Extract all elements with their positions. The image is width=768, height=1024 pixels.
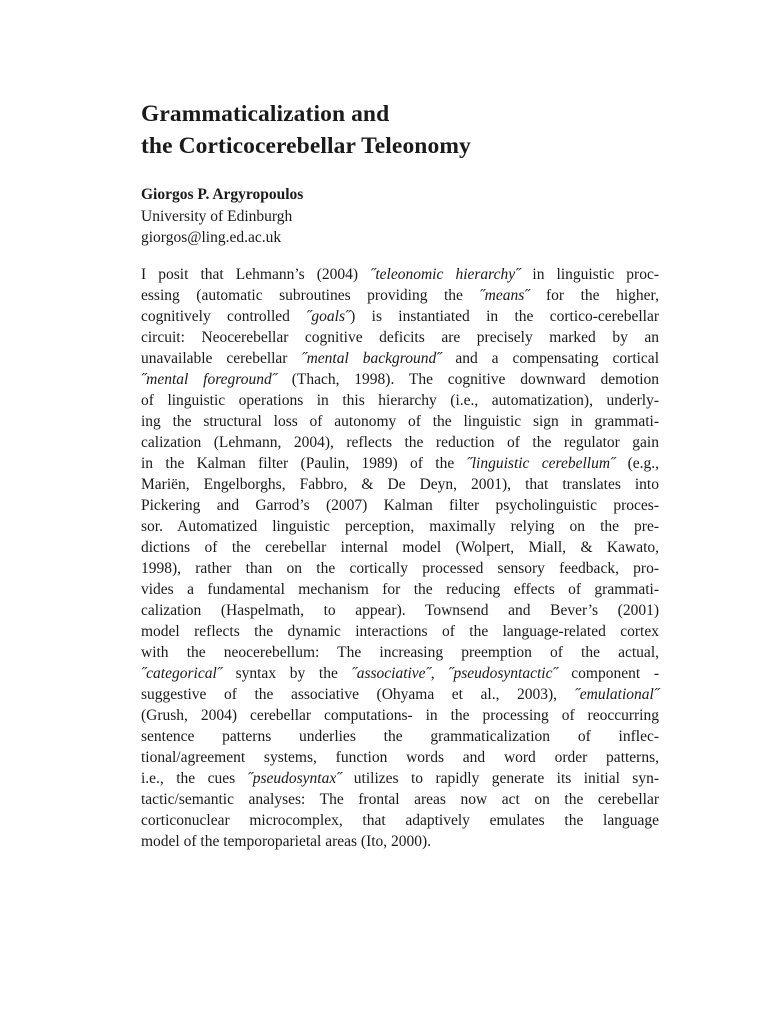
abstract-text: utilizes to rapidly generate its initial syn- xyxy=(341,770,659,787)
abstract-line xyxy=(141,495,659,516)
abstract-text: Pickering and Garrod’s (2007) Kalman filter psycholinguistic proces- xyxy=(141,497,659,514)
abstract-line xyxy=(141,264,659,285)
abstract-text: I posit that Lehmann’s (2004) xyxy=(141,266,371,283)
abstract-text: 1998), rather than on the cortically processed sensory feedback, pro- xyxy=(141,560,659,577)
abstract-text: and a compensating cortical xyxy=(441,350,659,367)
abstract-line xyxy=(141,768,659,789)
paper-title-line-2: the Corticocerebellar Teleonomy xyxy=(141,133,471,159)
abstract-line xyxy=(141,747,659,768)
abstract-text: i.e., the cues xyxy=(141,770,248,787)
paper-title-line-1: Grammaticalization and xyxy=(141,101,390,127)
abstract-line xyxy=(141,369,659,390)
abstract-text: (Thach, 1998). The cognitive downward demotion xyxy=(276,371,660,388)
author-block xyxy=(141,184,661,249)
abstract-line xyxy=(141,810,659,831)
abstract-text: with the neocerebellum: The increasing preemption of the actual, xyxy=(141,644,659,661)
abstract-line xyxy=(141,390,659,411)
abstract-line xyxy=(141,831,659,852)
abstract-line xyxy=(141,579,659,600)
abstract-line xyxy=(141,285,659,306)
abstract-text: (Grush, 2004) cerebellar computations- in the processing of reoccurring xyxy=(141,707,659,724)
abstract-text: sentence patterns underlies the grammaticalization of inflec- xyxy=(141,728,659,745)
abstract-line xyxy=(141,558,659,579)
abstract-line xyxy=(141,684,659,705)
italic-term: ˝linguistic cerebellum˝ xyxy=(466,455,616,472)
abstract-line xyxy=(141,663,659,684)
abstract-text: ing the structural loss of autonomy of the linguistic sign in grammati- xyxy=(141,413,659,430)
abstract-text: syntax by the xyxy=(221,665,352,682)
abstract-text: tional/agreement systems, function words and word order patterns, xyxy=(141,749,659,766)
abstract-text: model of the temporoparietal areas (Ito, 2000). xyxy=(141,833,432,850)
abstract-text: in the Kalman filter (Paulin, 1989) of the xyxy=(141,455,467,472)
abstract-text: unavailable cerebellar xyxy=(141,350,302,367)
italic-term: ˝mental foreground˝ xyxy=(141,371,277,388)
italic-term: ˝categorical˝ xyxy=(141,665,222,682)
abstract-line xyxy=(141,621,659,642)
italic-term: ˝teleonomic hierarchy˝ xyxy=(370,266,521,283)
abstract-line xyxy=(141,642,659,663)
author-affiliation: University of Edinburgh xyxy=(141,207,293,225)
abstract-text: dictions of the cerebellar internal model (Wolpert, Miall, & Kawato, xyxy=(141,539,659,556)
author-email[interactable]: giorgos@ling.ed.ac.uk xyxy=(141,229,282,246)
abstract-line xyxy=(141,348,659,369)
abstract-text: tactic/semantic analyses: The frontal areas now act on the cerebellar xyxy=(141,791,659,808)
abstract-text: model reflects the dynamic interactions of the language-related cortex xyxy=(141,623,659,640)
abstract-text: essing (automatic subroutines providing the xyxy=(141,287,480,304)
abstract-line xyxy=(141,705,659,726)
abstract-text: component - xyxy=(557,665,660,682)
abstract-line xyxy=(141,726,659,747)
italic-term: ˝pseudosyntax˝ xyxy=(247,770,342,787)
abstract-text: suggestive of the associative (Ohyama et al., 2003), xyxy=(141,686,575,703)
abstract-line xyxy=(141,516,659,537)
abstract-text: vides a fundamental mechanism for the reducing effects of grammati- xyxy=(141,581,659,598)
abstract-text: calization (Haspelmath, to appear). Townsend and Bever’s (2001) xyxy=(141,602,659,619)
abstract-line xyxy=(141,432,659,453)
abstract-text: (e.g., xyxy=(615,455,659,472)
paper-title xyxy=(141,98,661,162)
abstract-line xyxy=(141,600,659,621)
italic-term: ˝means˝ xyxy=(479,287,530,304)
abstract-line xyxy=(141,306,659,327)
abstract-line xyxy=(141,327,659,348)
italic-term: ˝associative˝ xyxy=(351,665,431,682)
abstract-line xyxy=(141,474,659,495)
abstract-text: circuit: Neocerebellar cognitive deficits are precisely marked by an xyxy=(141,329,659,346)
abstract-text: calization (Lehmann, 2004), reflects the reduction of the regulator gain xyxy=(141,434,659,451)
italic-term: ˝pseudosyntactic˝ xyxy=(448,665,558,682)
abstract-text: sor. Automatized linguistic perception, maximally relying on the pre- xyxy=(141,518,659,535)
abstract-line xyxy=(141,537,659,558)
abstract-text: in linguistic proc- xyxy=(520,266,660,283)
italic-term: ˝mental background˝ xyxy=(301,350,442,367)
italic-term: ˝emulational˝ xyxy=(574,686,659,703)
author-name: Giorgos P. Argyropoulos xyxy=(141,186,304,203)
abstract-line xyxy=(141,789,659,810)
abstract-text: of linguistic operations in this hierarchy (i.e., automatization), underly- xyxy=(141,392,659,409)
abstract-text: cognitively controlled xyxy=(141,308,307,325)
abstract-line xyxy=(141,411,659,432)
abstract-text: Mariën, Engelborghs, Fabbro, & De Deyn, 2001), that translates into xyxy=(141,476,659,493)
abstract-text: corticonuclear microcomplex, that adaptively emulates the language xyxy=(141,812,659,829)
abstract-text: for the higher, xyxy=(529,287,659,304)
abstract-line xyxy=(141,453,659,474)
italic-term: ˝goals˝ xyxy=(306,308,351,325)
abstract-text: ) is instantiated in the cortico-cerebellar xyxy=(350,308,659,325)
abstract-body xyxy=(141,264,659,852)
abstract-text: , xyxy=(430,665,449,682)
